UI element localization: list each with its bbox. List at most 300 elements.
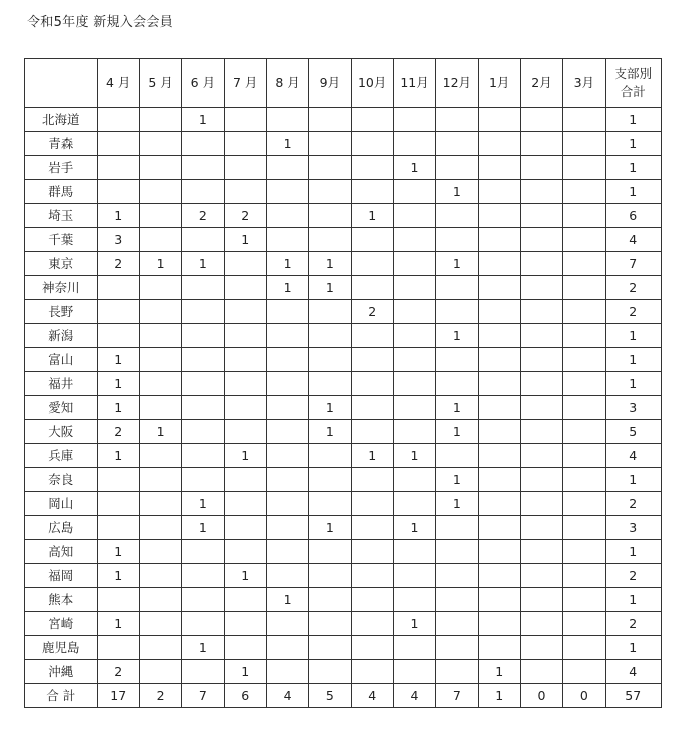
month-count-cell — [436, 204, 478, 228]
month-count-cell — [139, 348, 181, 372]
table-row — [25, 180, 662, 204]
month-total-cell: 17 — [97, 684, 139, 708]
region-name-cell: 岡山 — [25, 492, 98, 516]
month-count-cell — [351, 180, 393, 204]
table-row — [25, 324, 662, 348]
month-count-cell — [266, 516, 308, 540]
table-row — [25, 300, 662, 324]
region-name-cell: 新潟 — [25, 324, 98, 348]
month-count-cell — [436, 516, 478, 540]
month-count-cell — [563, 276, 605, 300]
month-count-cell: 1 — [436, 396, 478, 420]
month-count-cell: 2 — [224, 204, 266, 228]
month-count-cell — [436, 348, 478, 372]
region-total-cell: 4 — [605, 444, 662, 468]
table-row — [25, 204, 662, 228]
region-name-cell: 福岡 — [25, 564, 98, 588]
month-count-cell — [224, 492, 266, 516]
month-count-cell — [224, 156, 266, 180]
grand-total-row — [25, 684, 662, 708]
month-count-cell: 1 — [139, 420, 181, 444]
month-count-cell — [351, 252, 393, 276]
month-count-cell: 1 — [182, 516, 224, 540]
month-count-cell — [139, 132, 181, 156]
month-count-cell: 1 — [393, 156, 435, 180]
region-total-cell: 1 — [605, 156, 662, 180]
subtotal-header-line: 合計 — [620, 84, 646, 99]
new-members-table — [24, 58, 662, 708]
region-name-cell: 群馬 — [25, 180, 98, 204]
region-name-cell: 沖縄 — [25, 660, 98, 684]
month-count-cell — [139, 372, 181, 396]
region-name-cell: 高知 — [25, 540, 98, 564]
month-header: 3月 — [563, 59, 605, 108]
month-count-cell: 2 — [97, 420, 139, 444]
table-row — [25, 516, 662, 540]
month-count-cell — [393, 300, 435, 324]
month-count-cell — [182, 156, 224, 180]
month-count-cell — [351, 516, 393, 540]
month-count-cell — [97, 588, 139, 612]
month-count-cell — [351, 108, 393, 132]
header-row — [25, 59, 662, 108]
month-count-cell — [266, 564, 308, 588]
grand-total-cell: 57 — [605, 684, 662, 708]
region-total-cell: 3 — [605, 516, 662, 540]
table-row — [25, 156, 662, 180]
month-count-cell — [478, 396, 520, 420]
month-total-cell: 4 — [393, 684, 435, 708]
region-name-cell: 岩手 — [25, 156, 98, 180]
month-count-cell — [97, 156, 139, 180]
month-count-cell: 1 — [97, 564, 139, 588]
month-count-cell — [478, 420, 520, 444]
month-count-cell: 1 — [309, 252, 351, 276]
month-total-cell: 0 — [563, 684, 605, 708]
month-count-cell — [520, 588, 562, 612]
month-count-cell — [520, 156, 562, 180]
region-total-cell: 3 — [605, 396, 662, 420]
month-count-cell — [393, 420, 435, 444]
month-count-cell — [351, 276, 393, 300]
month-count-cell: 2 — [97, 660, 139, 684]
month-count-cell — [139, 204, 181, 228]
table-row — [25, 612, 662, 636]
table-row — [25, 492, 662, 516]
month-count-cell — [139, 108, 181, 132]
month-count-cell — [520, 468, 562, 492]
month-count-cell — [520, 540, 562, 564]
table-row — [25, 588, 662, 612]
month-count-cell — [182, 420, 224, 444]
subtotal-header-line: 支部別 — [614, 66, 652, 81]
month-count-cell — [309, 612, 351, 636]
month-count-cell — [520, 444, 562, 468]
month-count-cell — [436, 636, 478, 660]
month-count-cell — [266, 444, 308, 468]
month-count-cell — [224, 276, 266, 300]
month-count-cell — [266, 372, 308, 396]
region-total-cell: 1 — [605, 372, 662, 396]
month-count-cell — [224, 540, 266, 564]
month-count-cell — [520, 420, 562, 444]
month-count-cell — [436, 564, 478, 588]
month-total-cell: 7 — [182, 684, 224, 708]
month-count-cell — [182, 300, 224, 324]
month-count-cell — [97, 516, 139, 540]
month-count-cell — [351, 636, 393, 660]
month-count-cell — [563, 588, 605, 612]
month-count-cell — [351, 588, 393, 612]
month-count-cell — [478, 540, 520, 564]
subtotal-header — [605, 59, 662, 108]
table-row — [25, 468, 662, 492]
month-count-cell — [351, 324, 393, 348]
region-total-cell: 1 — [605, 108, 662, 132]
region-total-cell: 1 — [605, 588, 662, 612]
month-count-cell — [520, 204, 562, 228]
month-count-cell — [478, 636, 520, 660]
month-count-cell — [224, 420, 266, 444]
table-row — [25, 564, 662, 588]
region-name-cell: 鹿児島 — [25, 636, 98, 660]
month-count-cell — [478, 204, 520, 228]
month-count-cell — [309, 132, 351, 156]
month-count-cell — [393, 564, 435, 588]
month-count-cell: 1 — [393, 516, 435, 540]
month-count-cell — [97, 276, 139, 300]
month-count-cell — [563, 468, 605, 492]
month-count-cell — [224, 108, 266, 132]
month-count-cell — [563, 612, 605, 636]
month-count-cell — [266, 420, 308, 444]
month-count-cell — [351, 372, 393, 396]
month-count-cell — [266, 612, 308, 636]
month-count-cell — [266, 468, 308, 492]
region-total-cell: 4 — [605, 228, 662, 252]
month-count-cell — [478, 444, 520, 468]
month-count-cell — [478, 180, 520, 204]
month-count-cell — [266, 204, 308, 228]
month-count-cell — [351, 132, 393, 156]
month-count-cell: 1 — [97, 540, 139, 564]
month-count-cell — [182, 612, 224, 636]
month-count-cell — [351, 660, 393, 684]
region-total-cell: 1 — [605, 324, 662, 348]
month-count-cell — [478, 492, 520, 516]
month-count-cell — [478, 156, 520, 180]
month-count-cell — [563, 444, 605, 468]
month-count-cell: 1 — [393, 612, 435, 636]
month-count-cell: 1 — [224, 660, 266, 684]
month-count-cell — [182, 324, 224, 348]
month-count-cell — [393, 348, 435, 372]
month-count-cell: 1 — [139, 252, 181, 276]
month-count-cell — [266, 660, 308, 684]
month-count-cell — [393, 324, 435, 348]
month-count-cell — [309, 468, 351, 492]
month-count-cell — [309, 564, 351, 588]
month-count-cell — [224, 348, 266, 372]
month-count-cell — [351, 228, 393, 252]
month-count-cell: 1 — [478, 660, 520, 684]
month-count-cell: 1 — [224, 564, 266, 588]
month-total-cell: 4 — [266, 684, 308, 708]
month-count-cell — [224, 612, 266, 636]
month-count-cell — [478, 324, 520, 348]
month-count-cell — [139, 156, 181, 180]
month-count-cell — [393, 540, 435, 564]
month-count-cell — [266, 348, 308, 372]
month-count-cell — [139, 276, 181, 300]
month-count-cell — [182, 228, 224, 252]
region-total-cell: 2 — [605, 612, 662, 636]
month-count-cell: 1 — [182, 636, 224, 660]
month-count-cell: 1 — [266, 276, 308, 300]
region-total-cell: 1 — [605, 132, 662, 156]
month-count-cell — [309, 180, 351, 204]
region-total-cell: 2 — [605, 300, 662, 324]
month-count-cell — [139, 612, 181, 636]
month-count-cell — [309, 156, 351, 180]
month-count-cell: 1 — [266, 132, 308, 156]
month-count-cell — [520, 252, 562, 276]
month-count-cell — [182, 564, 224, 588]
month-count-cell — [97, 180, 139, 204]
month-count-cell — [266, 540, 308, 564]
month-count-cell: 1 — [351, 204, 393, 228]
month-count-cell — [563, 516, 605, 540]
month-header: 9月 — [309, 59, 351, 108]
month-count-cell — [478, 252, 520, 276]
month-count-cell — [393, 660, 435, 684]
region-name-cell: 愛知 — [25, 396, 98, 420]
month-count-cell — [351, 540, 393, 564]
month-count-cell — [563, 156, 605, 180]
month-count-cell — [563, 636, 605, 660]
month-count-cell — [393, 468, 435, 492]
table-row — [25, 372, 662, 396]
region-total-cell: 1 — [605, 468, 662, 492]
month-count-cell: 1 — [393, 444, 435, 468]
month-count-cell — [309, 540, 351, 564]
month-count-cell: 1 — [436, 420, 478, 444]
month-count-cell — [563, 204, 605, 228]
month-header: 4 月 — [97, 59, 139, 108]
month-count-cell — [393, 132, 435, 156]
region-name-cell: 東京 — [25, 252, 98, 276]
month-count-cell — [436, 228, 478, 252]
table-row — [25, 252, 662, 276]
month-count-cell — [478, 228, 520, 252]
month-count-cell: 1 — [97, 444, 139, 468]
month-count-cell — [436, 612, 478, 636]
month-count-cell — [97, 492, 139, 516]
month-count-cell — [139, 396, 181, 420]
month-count-cell — [478, 516, 520, 540]
month-count-cell — [393, 276, 435, 300]
month-count-cell — [520, 300, 562, 324]
month-count-cell — [182, 444, 224, 468]
month-count-cell — [478, 108, 520, 132]
month-count-cell — [309, 228, 351, 252]
month-count-cell — [393, 396, 435, 420]
month-count-cell — [224, 636, 266, 660]
month-count-cell — [393, 180, 435, 204]
month-header: 6 月 — [182, 59, 224, 108]
table-row — [25, 444, 662, 468]
region-total-cell: 7 — [605, 252, 662, 276]
month-count-cell — [520, 132, 562, 156]
region-name-cell: 奈良 — [25, 468, 98, 492]
region-name-cell: 福井 — [25, 372, 98, 396]
month-count-cell — [436, 276, 478, 300]
month-count-cell: 1 — [309, 420, 351, 444]
month-count-cell — [563, 252, 605, 276]
region-name-cell: 宮崎 — [25, 612, 98, 636]
month-count-cell: 1 — [309, 276, 351, 300]
region-total-cell: 1 — [605, 348, 662, 372]
month-header: 12月 — [436, 59, 478, 108]
month-count-cell — [520, 660, 562, 684]
region-total-cell: 2 — [605, 492, 662, 516]
month-count-cell — [351, 396, 393, 420]
month-count-cell — [309, 444, 351, 468]
month-count-cell — [436, 540, 478, 564]
month-count-cell: 2 — [182, 204, 224, 228]
month-count-cell — [97, 636, 139, 660]
month-total-cell: 2 — [139, 684, 181, 708]
month-count-cell: 2 — [351, 300, 393, 324]
month-count-cell — [436, 156, 478, 180]
month-count-cell — [478, 276, 520, 300]
month-count-cell — [351, 348, 393, 372]
month-count-cell — [224, 372, 266, 396]
month-count-cell — [520, 348, 562, 372]
month-count-cell — [266, 156, 308, 180]
month-header: 5 月 — [139, 59, 181, 108]
month-count-cell — [224, 132, 266, 156]
month-count-cell — [520, 276, 562, 300]
month-count-cell — [520, 564, 562, 588]
table-row — [25, 108, 662, 132]
table-row — [25, 660, 662, 684]
month-count-cell — [97, 300, 139, 324]
month-count-cell — [266, 108, 308, 132]
region-name-cell: 兵庫 — [25, 444, 98, 468]
month-count-cell — [393, 252, 435, 276]
month-total-cell: 5 — [309, 684, 351, 708]
month-count-cell — [478, 348, 520, 372]
month-header: 2月 — [520, 59, 562, 108]
month-header: 7 月 — [224, 59, 266, 108]
month-count-cell — [224, 300, 266, 324]
month-total-cell: 4 — [351, 684, 393, 708]
month-count-cell — [309, 348, 351, 372]
month-total-cell: 7 — [436, 684, 478, 708]
month-count-cell — [97, 324, 139, 348]
month-count-cell: 1 — [436, 492, 478, 516]
region-name-cell: 大阪 — [25, 420, 98, 444]
table-row — [25, 348, 662, 372]
region-name-cell: 長野 — [25, 300, 98, 324]
month-count-cell — [436, 300, 478, 324]
month-total-cell: 0 — [520, 684, 562, 708]
month-count-cell — [393, 372, 435, 396]
month-count-cell: 1 — [436, 468, 478, 492]
month-count-cell — [139, 636, 181, 660]
region-total-cell: 2 — [605, 564, 662, 588]
month-count-cell — [478, 612, 520, 636]
month-count-cell — [393, 492, 435, 516]
month-count-cell — [224, 180, 266, 204]
month-count-cell — [351, 564, 393, 588]
month-count-cell: 1 — [309, 516, 351, 540]
region-total-cell: 1 — [605, 180, 662, 204]
month-header: 10月 — [351, 59, 393, 108]
table-row — [25, 276, 662, 300]
month-count-cell — [139, 180, 181, 204]
month-count-cell: 1 — [266, 252, 308, 276]
month-count-cell: 1 — [97, 372, 139, 396]
month-count-cell — [563, 108, 605, 132]
month-count-cell — [182, 660, 224, 684]
month-count-cell — [563, 396, 605, 420]
month-count-cell — [478, 468, 520, 492]
month-count-cell: 1 — [97, 396, 139, 420]
month-count-cell — [266, 492, 308, 516]
month-count-cell — [563, 540, 605, 564]
month-count-cell — [139, 228, 181, 252]
month-count-cell — [393, 588, 435, 612]
table-row — [25, 396, 662, 420]
month-count-cell — [182, 588, 224, 612]
month-count-cell: 1 — [97, 612, 139, 636]
month-count-cell — [520, 612, 562, 636]
table-row — [25, 228, 662, 252]
month-count-cell — [436, 132, 478, 156]
month-count-cell — [182, 180, 224, 204]
month-count-cell — [266, 180, 308, 204]
month-count-cell — [97, 108, 139, 132]
corner-cell — [25, 59, 98, 108]
table-row — [25, 540, 662, 564]
month-count-cell: 1 — [224, 228, 266, 252]
region-name-cell: 広島 — [25, 516, 98, 540]
month-count-cell — [563, 228, 605, 252]
month-total-cell: 1 — [478, 684, 520, 708]
month-count-cell — [224, 396, 266, 420]
month-count-cell — [266, 636, 308, 660]
month-count-cell — [563, 300, 605, 324]
table-row — [25, 420, 662, 444]
month-count-cell — [563, 132, 605, 156]
month-count-cell — [478, 588, 520, 612]
region-name-cell: 熊本 — [25, 588, 98, 612]
month-count-cell — [182, 396, 224, 420]
month-count-cell — [309, 300, 351, 324]
month-count-cell — [139, 492, 181, 516]
month-count-cell — [139, 516, 181, 540]
region-total-cell: 5 — [605, 420, 662, 444]
month-count-cell — [393, 204, 435, 228]
month-header: 1月 — [478, 59, 520, 108]
month-count-cell — [351, 612, 393, 636]
month-count-cell: 1 — [224, 444, 266, 468]
region-name-cell: 青森 — [25, 132, 98, 156]
month-count-cell: 1 — [436, 252, 478, 276]
month-count-cell — [520, 396, 562, 420]
